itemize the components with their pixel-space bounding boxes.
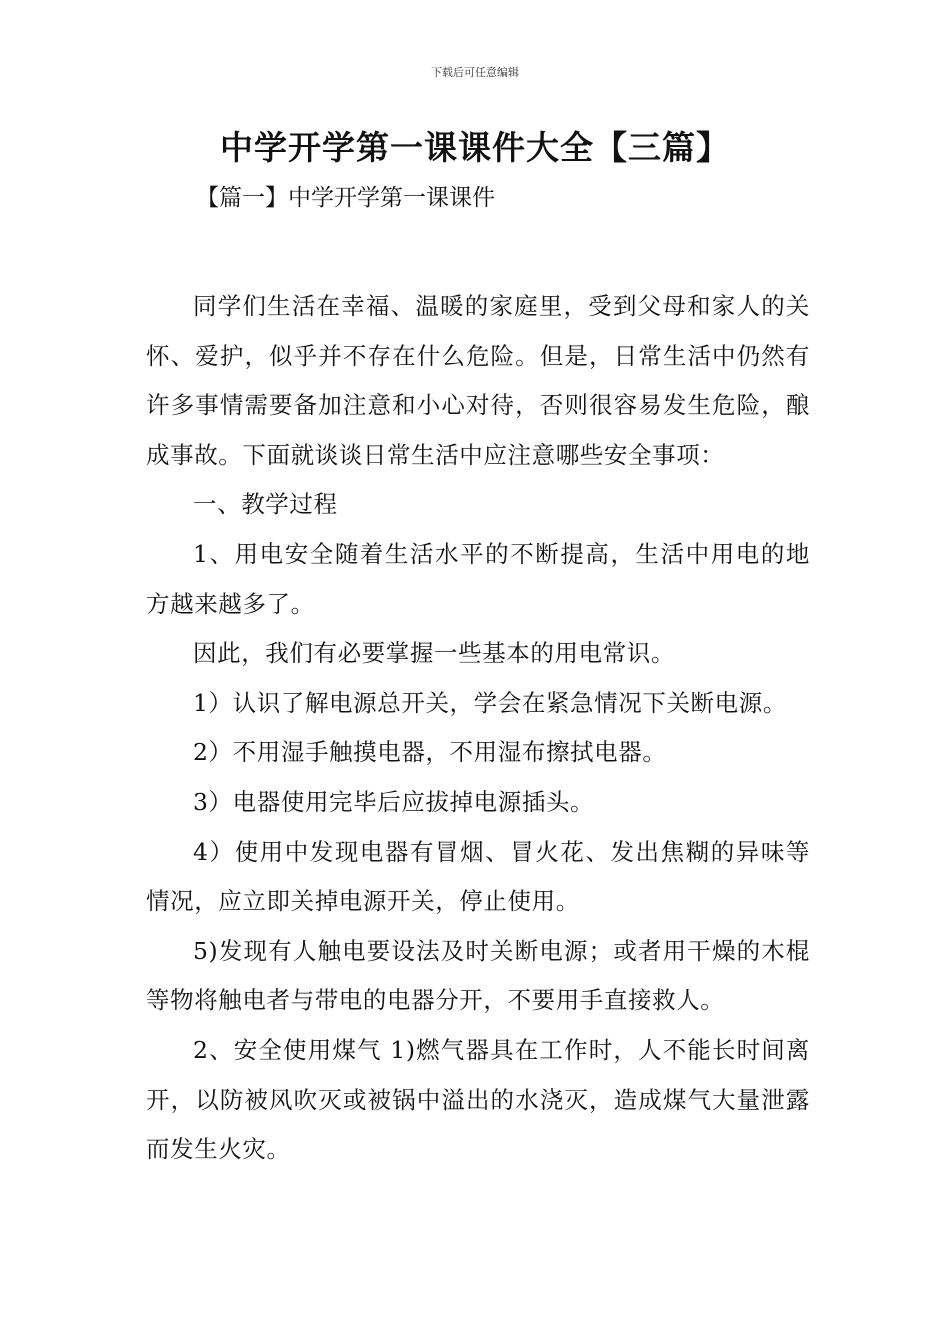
paragraph-electric-common-sense: 因此，我们有必要掌握一些基本的用电常识。 <box>193 639 675 668</box>
paragraph-intro: 同学们生活在幸福、温暖的家庭里，受到父母和家人的关怀、爱护，似乎并不存在什么危险。但是，日常生活中仍然有许多事情需要备加注意和小心对待，否则很容易发生危险，酿成事故。下面就谈谈日常生活中应注意哪些安全事项： <box>146 292 810 469</box>
document-title: 中学开学第一课课件大全【三篇】 <box>220 128 730 167</box>
document-body <box>146 282 810 1175</box>
paragraph-item-5: 5)发现有人触电要设法及时关断电源；或者用干燥的木棍等物将触电者与带电的电器分开，不要用手直接救人。 <box>146 936 810 1015</box>
header-note: 下载后可任意编辑 <box>431 66 519 79</box>
paragraph-electric-safety: 1、用电安全随着生活水平的不断提高，生活中用电的地方越来越多了。 <box>146 539 810 618</box>
paragraph-item-4: 4）使用中发现电器有冒烟、冒火花、发出焦糊的异味等情况，应立即关掉电源开关，停止使用。 <box>146 837 810 916</box>
paragraph-item-1: 1）认识了解电源总开关，学会在紧急情况下关断电源。 <box>193 688 787 717</box>
section-heading: 【篇一】中学开学第一课课件 <box>196 185 495 211</box>
paragraph-item-2: 2）不用湿手触摸电器，不用湿布擦拭电器。 <box>193 738 667 767</box>
paragraph-section-teaching-process: 一、教学过程 <box>193 490 338 519</box>
paragraph-item-3: 3）电器使用完毕后应拔掉电源插头。 <box>193 787 595 816</box>
paragraph-gas-safety: 2、安全使用煤气 1)燃气器具在工作时，人不能长时间离开，以防被风吹灭或被锅中溢出的水浇灭，造成煤气大量泄露而发生火灾。 <box>146 1035 810 1164</box>
